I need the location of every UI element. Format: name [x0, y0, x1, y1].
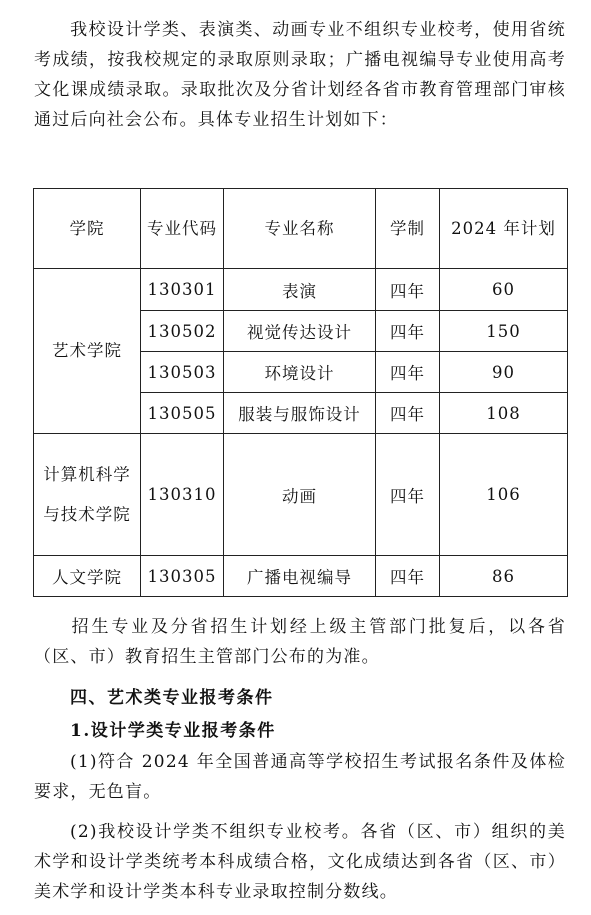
plan-cell: 90	[440, 352, 568, 393]
duration-cell: 四年	[376, 556, 440, 597]
name-cell: 广播电视编导	[224, 556, 376, 597]
name-cell: 视觉传达设计	[224, 311, 376, 352]
section-4-1-heading: 1.设计学类专业报考条件	[70, 721, 276, 741]
header-name: 专业名称	[224, 189, 376, 269]
condition-item-1-text: (1)符合 2024 年全国普通高等学校招生考试报名条件及体检要求，无色盲。	[34, 752, 566, 802]
plan-cell: 60	[440, 269, 568, 311]
header-college: 学院	[34, 189, 141, 269]
enrollment-plan-table	[33, 188, 568, 597]
condition-item-2	[34, 817, 566, 907]
table-row	[34, 556, 568, 597]
header-plan: 2024 年计划	[440, 189, 568, 269]
name-cell: 环境设计	[224, 352, 376, 393]
duration-cell: 四年	[376, 352, 440, 393]
header-code: 专业代码	[141, 189, 224, 269]
plan-cell: 108	[440, 393, 568, 434]
duration-cell: 四年	[376, 311, 440, 352]
name-cell: 服装与服饰设计	[224, 393, 376, 434]
code-cell: 130503	[141, 352, 224, 393]
after-table-paragraph	[34, 612, 566, 672]
after-table-text: 招生专业及分省招生计划经上级主管部门批复后，以各省（区、市）教育招生主管部门公布的为准。	[34, 617, 566, 667]
condition-item-1	[34, 747, 566, 807]
duration-cell: 四年	[376, 434, 440, 556]
college-cell-cs: 计算机科学与技术学院	[34, 434, 141, 556]
condition-item-2-text: (2)我校设计学类不组织专业校考。各省（区、市）组织的美术学和设计学类统考本科成绩合格，文化成绩达到各省（区、市）美术学和设计学类本科专业录取控制分数线。	[34, 822, 566, 902]
section-4-heading: 四、艺术类专业报考条件	[70, 688, 274, 708]
plan-cell: 86	[440, 556, 568, 597]
code-cell: 130301	[141, 269, 224, 311]
header-duration: 学制	[376, 189, 440, 269]
college-cell-humanities: 人文学院	[34, 556, 141, 597]
name-cell: 动画	[224, 434, 376, 556]
plan-cell: 150	[440, 311, 568, 352]
intro-text: 我校设计学类、表演类、动画专业不组织专业校考，使用省统考成绩，按我校规定的录取原则录取；广播电视编导专业使用高考文化课成绩录取。录取批次及分省计划经各省市教育管理部门审核通过后向社会公布。具体专业招生计划如下：	[34, 20, 566, 130]
college-cell-art: 艺术学院	[34, 269, 141, 434]
code-cell: 130502	[141, 311, 224, 352]
duration-cell: 四年	[376, 269, 440, 311]
duration-cell: 四年	[376, 393, 440, 434]
plan-cell: 106	[440, 434, 568, 556]
table-header-row	[34, 189, 568, 269]
name-cell: 表演	[224, 269, 376, 311]
table-row	[34, 269, 568, 311]
code-cell: 130505	[141, 393, 224, 434]
table-row	[34, 434, 568, 556]
code-cell: 130305	[141, 556, 224, 597]
code-cell: 130310	[141, 434, 224, 556]
intro-paragraph	[34, 15, 566, 135]
